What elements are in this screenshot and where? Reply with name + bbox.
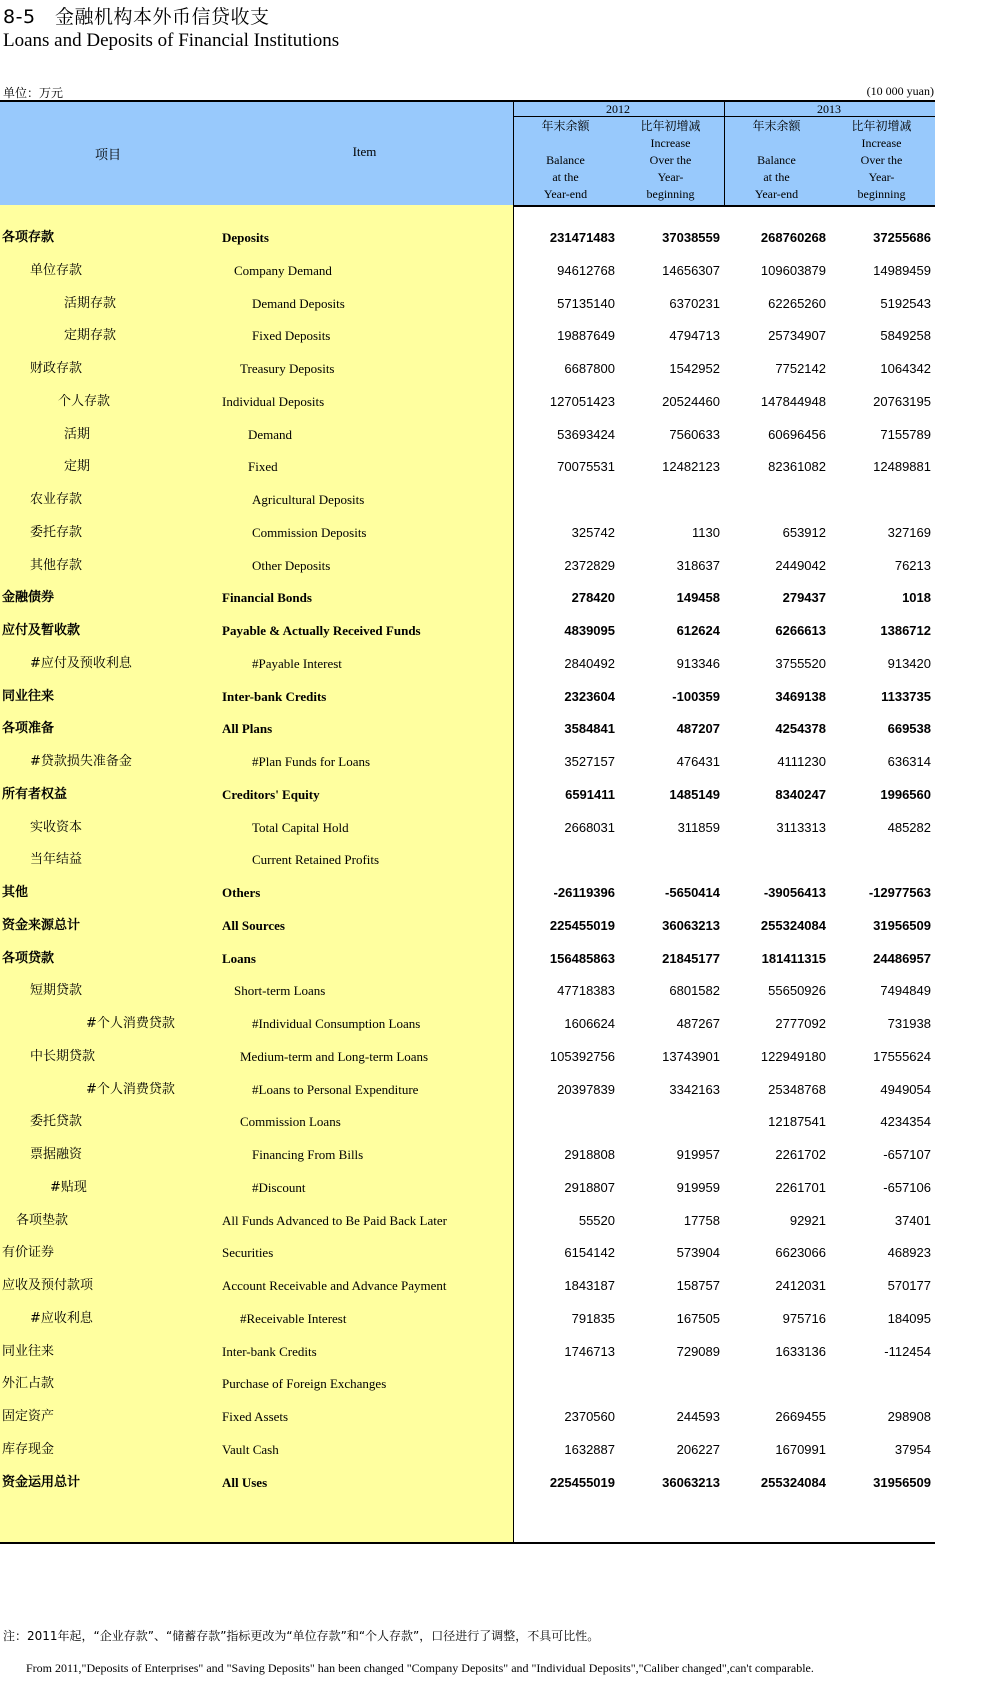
row-item-en: Purchase of Foreign Exchanges: [222, 1376, 387, 1392]
row-value: 2918808: [564, 1147, 615, 1162]
table-row: [0, 1269, 935, 1302]
row-item-en: Loans: [222, 950, 256, 966]
row-value: 1542952: [669, 361, 720, 376]
row-value: -657107: [883, 1147, 931, 1162]
row-value: 5849258: [880, 328, 931, 344]
header-col-label-cn: 比年初增减: [851, 119, 912, 133]
table-row: [0, 549, 935, 582]
row-value: -5650414: [665, 885, 720, 900]
row-item-cn: #贴现: [50, 1179, 87, 1195]
row-value: 2412031: [775, 1278, 826, 1293]
row-item-cn: #贷款损失准备金: [30, 754, 132, 769]
row-item-cn: 定期存款: [64, 328, 117, 344]
row-item-en: All Plans: [222, 721, 273, 737]
row-item-en: Commission Loans: [240, 1114, 341, 1130]
row-item-en: Agricultural Deposits: [252, 492, 365, 507]
row-item-en: Demand: [248, 426, 293, 442]
row-item-cn: 票据融资: [30, 1147, 83, 1162]
row-value: 6687800: [564, 361, 615, 376]
row-item-en: #Individual Consumption Loans: [252, 1016, 421, 1031]
row-item-en: Medium-term and Long-term Loans: [240, 1048, 429, 1064]
row-value: 2777092: [775, 1016, 826, 1031]
row-value: 487207: [676, 721, 720, 737]
row-value: 4839095: [564, 623, 615, 638]
table-row: [0, 483, 935, 516]
row-value: 7494849: [880, 983, 931, 999]
row-item-en: All Sources: [222, 917, 285, 933]
row-value: -112454: [884, 1343, 931, 1359]
row-value: 6154142: [564, 1245, 615, 1261]
row-value: 255324084: [760, 1474, 826, 1490]
row-value: 37401: [894, 1212, 931, 1228]
row-item-en: Treasury Deposits: [240, 361, 335, 376]
row-value: 913420: [887, 655, 931, 671]
unit-label-cn: 单位：万元: [3, 86, 64, 100]
row-item-en: Securities: [222, 1245, 274, 1261]
row-value: -657106: [883, 1179, 931, 1195]
table-row: [0, 1007, 935, 1040]
row-item-en: Financing From Bills: [252, 1147, 364, 1162]
header-col-label-en: Balance at the Year-end: [543, 153, 588, 201]
row-item-en: #Discount: [252, 1179, 306, 1195]
row-value: 20763195: [873, 393, 931, 409]
row-item-en: Financial Bonds: [222, 590, 312, 606]
row-value: 76213: [894, 557, 931, 573]
row-value: 669538: [887, 721, 931, 737]
table-row: [0, 450, 935, 483]
table-row: [0, 581, 935, 614]
header-col-label-en: Increase Over the Year- beginning: [857, 136, 906, 201]
row-value: 1064342: [880, 361, 931, 376]
row-value: 468923: [887, 1245, 931, 1261]
header-year-2012: 2012: [606, 102, 630, 116]
row-item-en: Inter-bank Credits: [222, 688, 327, 704]
table-row: [0, 647, 935, 680]
table-row: [0, 1302, 935, 1335]
row-value: 12482123: [662, 459, 720, 475]
table-row: [0, 254, 935, 287]
row-item-cn: 委托贷款: [30, 1114, 83, 1130]
row-item-cn: 资金来源总计: [2, 917, 81, 933]
page-title-cn: 8-5 金融机构本外币信贷收支: [3, 6, 270, 28]
row-item-en: #Plan Funds for Loans: [252, 754, 371, 769]
row-value: 167505: [676, 1310, 720, 1326]
row-value: 147844948: [760, 393, 826, 409]
row-value: 7155789: [880, 426, 931, 442]
row-item-cn: 各项垫款: [16, 1212, 69, 1228]
header-col-balance-2012: [513, 118, 618, 203]
row-value: 31956509: [873, 917, 931, 933]
row-value: 94612768: [557, 262, 615, 278]
row-item-en: #Receivable Interest: [240, 1310, 347, 1326]
row-item-en: Creditors' Equity: [222, 786, 320, 802]
row-value: 82361082: [768, 459, 826, 475]
row-value: 975716: [782, 1310, 826, 1326]
table-row: [0, 1138, 935, 1171]
row-item-cn: 活期存款: [64, 295, 117, 311]
row-value: 70075531: [557, 459, 615, 475]
row-value: 244593: [676, 1409, 720, 1424]
row-value: 19887649: [557, 328, 615, 344]
row-item-cn: #应付及预收利息: [30, 655, 132, 671]
row-item-en: Company Demand: [234, 262, 332, 278]
table-row: [0, 876, 935, 909]
row-item-cn: 个人存款: [58, 393, 111, 409]
table-row: [0, 287, 935, 320]
header-col-label-cn: 年末余额: [541, 119, 590, 133]
table-row: [0, 1335, 935, 1368]
table-row: [0, 1400, 935, 1433]
row-value: 485282: [887, 819, 931, 835]
row-value: 36063213: [662, 1474, 720, 1490]
table-row: [0, 942, 935, 975]
table-row: [0, 712, 935, 745]
row-value: 325742: [571, 524, 615, 540]
row-item-cn: 当年结益: [30, 852, 83, 868]
table-row: [0, 352, 935, 385]
row-item-en: Fixed: [248, 459, 278, 475]
row-item-cn: 资金运用总计: [2, 1474, 81, 1490]
row-value: 731938: [887, 1016, 931, 1031]
header-col-increase-2013: [829, 118, 934, 203]
row-value: 109603879: [760, 262, 826, 278]
row-value: 8340247: [775, 786, 826, 802]
row-value: 36063213: [662, 917, 720, 933]
table-row: [0, 778, 935, 811]
table-row: [0, 1466, 935, 1499]
row-value: 225455019: [549, 917, 615, 933]
row-value: 25734907: [768, 328, 826, 344]
row-value: 1746713: [564, 1343, 615, 1359]
row-value: 62265260: [768, 295, 826, 311]
row-item-en: Other Deposits: [252, 557, 331, 573]
table-row: [0, 1105, 935, 1138]
table-row: [0, 1433, 935, 1466]
row-item-cn: 所有者权益: [2, 786, 68, 802]
row-item-cn: 活期: [64, 426, 91, 442]
row-item-cn: 金融债券: [2, 590, 55, 606]
row-value: 1670991: [775, 1441, 826, 1457]
table-row: [0, 1236, 935, 1269]
row-value: 25348768: [768, 1081, 826, 1097]
footnote-cn: 注：2011年起，“企业存款”、“储蓄存款”指标更改为“单位存款”和“个人存款”，口径进行了调整，不具可比性。: [3, 1629, 600, 1643]
row-value: 2449042: [775, 557, 826, 573]
row-value: 156485863: [549, 950, 615, 966]
row-value: 4949054: [880, 1081, 931, 1097]
row-item-en: Demand Deposits: [252, 295, 345, 311]
row-value: 729089: [676, 1343, 720, 1359]
row-value: 2372829: [564, 557, 615, 573]
row-value: 6623066: [775, 1245, 826, 1261]
row-value: 55650926: [768, 983, 826, 999]
row-value: 255324084: [760, 917, 826, 933]
row-value: 4794713: [669, 328, 720, 344]
row-value: 3755520: [775, 655, 826, 671]
table-row: [0, 680, 935, 713]
row-value: 2261701: [775, 1179, 826, 1195]
header-col-label-en: Balance at the Year-end: [754, 153, 799, 201]
row-item-en: All Funds Advanced to Be Paid Back Later: [222, 1212, 447, 1228]
row-value: 279437: [782, 590, 826, 606]
row-item-cn: #应收利息: [30, 1310, 93, 1326]
row-value: 127051423: [549, 393, 615, 409]
row-value: 12489881: [873, 459, 931, 475]
row-value: 298908: [887, 1409, 931, 1424]
row-value: 20397839: [557, 1081, 615, 1097]
table-bottom-rule: [0, 1542, 935, 1544]
row-item-en: #Payable Interest: [252, 655, 342, 671]
row-item-cn: 应收及预付款项: [2, 1278, 94, 1293]
row-item-en: Commission Deposits: [252, 524, 367, 540]
row-value: 3469138: [775, 688, 826, 704]
row-value: 1485149: [669, 786, 720, 802]
row-value: 919957: [676, 1147, 720, 1162]
row-item-en: Account Receivable and Advance Payment: [222, 1278, 447, 1293]
row-value: 6266613: [775, 623, 826, 638]
header-col-balance-2013: [724, 118, 829, 203]
header-col-label-en: Increase Over the Year- beginning: [646, 136, 695, 201]
table-row: [0, 385, 935, 418]
row-value: 2261702: [775, 1147, 826, 1162]
row-item-cn: 同业往来: [2, 1343, 55, 1359]
table-row: [0, 1040, 935, 1073]
table-row: [0, 1171, 935, 1204]
row-value: 1133735: [881, 688, 931, 704]
row-value: 2840492: [564, 655, 615, 671]
row-value: 653912: [782, 524, 826, 540]
table-row: [0, 811, 935, 844]
row-item-cn: 各项贷款: [2, 950, 55, 966]
header-item-en: Item: [352, 144, 377, 159]
row-value: 149458: [676, 590, 720, 606]
table-row: [0, 843, 935, 876]
row-item-en: Individual Deposits: [222, 393, 325, 409]
row-value: 3584841: [564, 721, 615, 737]
row-value: 225455019: [549, 1474, 615, 1490]
page-title-en: Loans and Deposits of Financial Institutions: [3, 30, 340, 51]
row-item-en: Payable & Actually Received Funds: [222, 623, 421, 638]
row-value: 4111230: [777, 754, 826, 769]
row-item-cn: 应付及暂收款: [2, 623, 81, 638]
row-value: 158757: [676, 1278, 720, 1293]
row-item-en: Current Retained Profits: [252, 852, 380, 868]
row-value: 14656307: [662, 262, 720, 278]
row-value: 311859: [677, 819, 720, 835]
row-item-en: Short-term Loans: [234, 983, 326, 999]
row-value: 278420: [571, 590, 615, 606]
table-row: [0, 418, 935, 451]
row-value: 6801582: [669, 983, 720, 999]
row-value: 3113313: [776, 819, 826, 835]
header-col-label-cn: 年末余额: [752, 119, 801, 133]
row-value: 47718383: [557, 983, 615, 999]
row-item-en: #Loans to Personal Expenditure: [252, 1081, 419, 1097]
row-value: 327169: [887, 524, 931, 540]
row-value: 570177: [887, 1278, 931, 1293]
row-item-en: All Uses: [222, 1474, 268, 1490]
row-item-cn: 定期: [64, 459, 91, 475]
row-value: 1996560: [880, 786, 931, 802]
table-row: [0, 1367, 935, 1400]
row-value: 92921: [789, 1212, 826, 1228]
row-value: 14989459: [873, 262, 931, 278]
row-value: 37954: [894, 1441, 931, 1457]
table-row: [0, 221, 935, 254]
row-value: 17758: [683, 1212, 720, 1228]
row-value: 573904: [676, 1245, 720, 1261]
table-row: [0, 614, 935, 647]
row-value: 24486957: [873, 950, 931, 966]
row-item-en: Vault Cash: [222, 1441, 279, 1457]
row-item-cn: 有价证券: [2, 1245, 55, 1261]
row-value: 231471483: [549, 230, 615, 245]
row-value: 1018: [902, 590, 931, 606]
row-item-cn: 同业往来: [2, 688, 55, 704]
row-item-cn: 外汇占款: [2, 1376, 55, 1392]
row-value: 1633136: [775, 1343, 826, 1359]
row-item-cn: 农业存款: [30, 492, 83, 507]
row-value: -39056413: [763, 885, 826, 900]
row-item-cn: 财政存款: [30, 361, 83, 376]
table-row: [0, 974, 935, 1007]
header-col-increase-2012: [618, 118, 723, 203]
row-value: 612624: [676, 623, 720, 638]
row-item-en: Others: [222, 885, 261, 900]
footnote-en: From 2011,"Deposits of Enterprises" and "Saving Deposits" han been changed "Company Deposits" and "Individual Deposits","Caliber changed",can't comparable.: [26, 1661, 814, 1675]
row-value: 1386712: [880, 623, 931, 638]
row-value: 2668031: [564, 819, 615, 835]
row-value: 919959: [676, 1179, 720, 1195]
row-item-en: Fixed Assets: [222, 1409, 289, 1424]
row-value: 2918807: [564, 1179, 615, 1195]
row-value: 21845177: [662, 950, 720, 966]
table-row: [0, 909, 935, 942]
row-value: -26119396: [553, 885, 615, 900]
row-value: 7752142: [775, 361, 826, 376]
row-value: 184095: [887, 1310, 931, 1326]
row-value: 37038559: [662, 230, 720, 245]
row-value: 4234354: [880, 1114, 931, 1130]
row-item-en: Deposits: [222, 230, 269, 245]
row-item-cn: #个人消费贷款: [86, 1016, 175, 1031]
row-value: 6591411: [565, 786, 615, 802]
row-item-en: Fixed Deposits: [252, 328, 331, 344]
row-value: 5192543: [880, 295, 931, 311]
row-item-cn: 库存现金: [2, 1441, 55, 1457]
row-value: 2323604: [564, 688, 615, 704]
row-value: 2370560: [564, 1409, 615, 1424]
row-item-en: Total Capital Hold: [252, 819, 349, 835]
row-value: -100359: [672, 688, 720, 704]
row-value: 6370231: [669, 295, 720, 311]
table-row: [0, 745, 935, 778]
table-row: [0, 516, 935, 549]
row-value: 12187541: [768, 1114, 826, 1130]
header-col-label-cn: 比年初增减: [640, 119, 701, 133]
row-value: 1843187: [564, 1278, 615, 1293]
row-value: 791835: [571, 1310, 615, 1326]
row-item-cn: 固定资产: [2, 1409, 55, 1424]
header-item-cn: 项目: [94, 148, 121, 163]
row-value: 318637: [676, 557, 720, 573]
header-year-2013: 2013: [817, 102, 841, 116]
row-item-cn: 委托存款: [30, 524, 83, 540]
row-value: 2669455: [775, 1409, 826, 1424]
table-row: [0, 1204, 935, 1237]
row-value: 3342163: [669, 1081, 720, 1097]
row-item-cn: 实收资本: [30, 819, 83, 835]
row-value: 37255686: [873, 230, 931, 245]
row-value: 3527157: [564, 754, 615, 769]
row-value: 57135140: [557, 295, 615, 311]
row-value: 53693424: [557, 426, 615, 442]
row-value: 1632887: [564, 1441, 615, 1457]
row-value: 4254378: [775, 721, 826, 737]
row-value: 7560633: [669, 426, 720, 442]
row-value: 206227: [676, 1441, 720, 1457]
row-value: 181411315: [761, 950, 826, 966]
row-value: 55520: [578, 1212, 615, 1228]
row-item-cn: 中长期贷款: [30, 1048, 96, 1064]
row-value: 105392756: [549, 1048, 615, 1064]
row-value: 13743901: [662, 1048, 720, 1064]
row-value: 31956509: [873, 1474, 931, 1490]
table-row: [0, 319, 935, 352]
row-value: 122949180: [760, 1048, 826, 1064]
table-row: [0, 1073, 935, 1106]
row-value: 913346: [676, 655, 720, 671]
row-item-cn: 各项准备: [2, 721, 55, 737]
row-item-cn: #个人消费贷款: [86, 1081, 175, 1097]
row-value: -12977563: [868, 885, 931, 900]
row-value: 476431: [676, 754, 720, 769]
row-item-cn: 各项存款: [2, 230, 55, 245]
row-item-en: Inter-bank Credits: [222, 1343, 317, 1359]
row-value: 1130: [692, 524, 720, 540]
row-value: 60696456: [768, 426, 826, 442]
row-value: 636314: [887, 754, 931, 769]
row-value: 268760268: [760, 230, 826, 245]
row-item-cn: 短期贷款: [30, 983, 83, 999]
unit-label-en: (10 000 yuan): [866, 84, 934, 98]
row-item-cn: 其他: [2, 885, 29, 900]
row-item-cn: 其他存款: [30, 557, 83, 573]
row-value: 1606624: [564, 1016, 615, 1031]
row-value: 20524460: [662, 393, 720, 409]
row-value: 17555624: [873, 1048, 931, 1064]
row-value: 487267: [676, 1016, 720, 1031]
row-item-cn: 单位存款: [30, 262, 83, 278]
